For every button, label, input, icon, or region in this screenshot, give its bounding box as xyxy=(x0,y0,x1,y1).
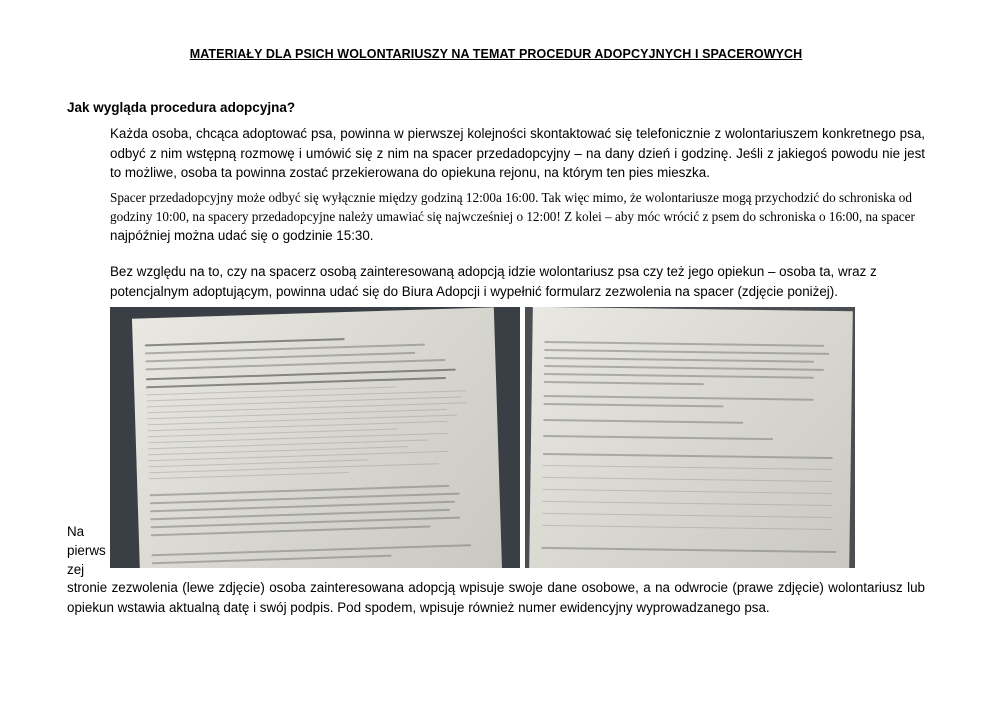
paragraph-walk-hours-serif: Spacer przedadopcyjny może odbyć się wyłącznie między godziną 12:00a 16:00. Tak więc mimo, że wolontariusze mogą przychodzić do schroniska od godziny 10:00, na spacery przedadopcyjne należy umawiać się najwcześniej o 12:00! Z kolei – aby móc wrócić z psem do schroniska o 16:00, na spacer xyxy=(110,190,915,224)
paragraph-walk-hours-sans: najpóźniej można udać się o godzinie 15:30. xyxy=(110,228,374,243)
section-heading: Jak wygląda procedura adopcyjna? xyxy=(67,100,296,115)
caption-fragment: Na pierws zej xyxy=(67,524,106,577)
form-back-sheet xyxy=(529,307,853,568)
form-front-sheet xyxy=(132,307,502,568)
paragraph-contact: Każda osoba, chcąca adoptować psa, powinna w pierwszej kolejności skontaktować się telefonicznie z wolontariuszem konkretnego psa, odbyć z nim wstępną rozmowę i umówić się z nim na spacer przedadopcyjny – na dany dzień i godzinę. Jeśli z jakiegoś powodu nie jest to możliwe, osoba ta powinna zostać przekierowana do opiekuna rejonu, na którym ten pies mieszka. xyxy=(110,126,925,180)
paragraph-adoption-office: Bez względu na to, czy na spacerz osobą zainteresowaną adopcją idzie wolontariusz psa czy też jego opiekun – osoba ta, wraz z potencjalnym adoptującym, powinna udać się do Biura Adopcji i wypełnić formularz zezwolenia na spacer (zdjęcie poniżej). xyxy=(110,264,877,299)
form-back-photo xyxy=(525,307,855,568)
paragraph-walk-hours xyxy=(110,188,925,245)
form-front-photo xyxy=(110,307,520,568)
document-title: MATERIAŁY DLA PSICH WOLONTARIUSZY NA TEMAT PROCEDUR ADOPCYJNYCH I SPACEROWYCH xyxy=(189,47,803,61)
caption-description: stronie zezwolenia (lewe zdjęcie) osoba zainteresowana adopcją wpisuje swoje dane osobowe, a na odwrocie (prawe zdjęcie) wolontariusz lub opiekun wstawia aktualną datę i swój podpis. Pod spodem, wpisuje również numer ewidencyjny wyprowadzanego psa. xyxy=(67,580,925,615)
